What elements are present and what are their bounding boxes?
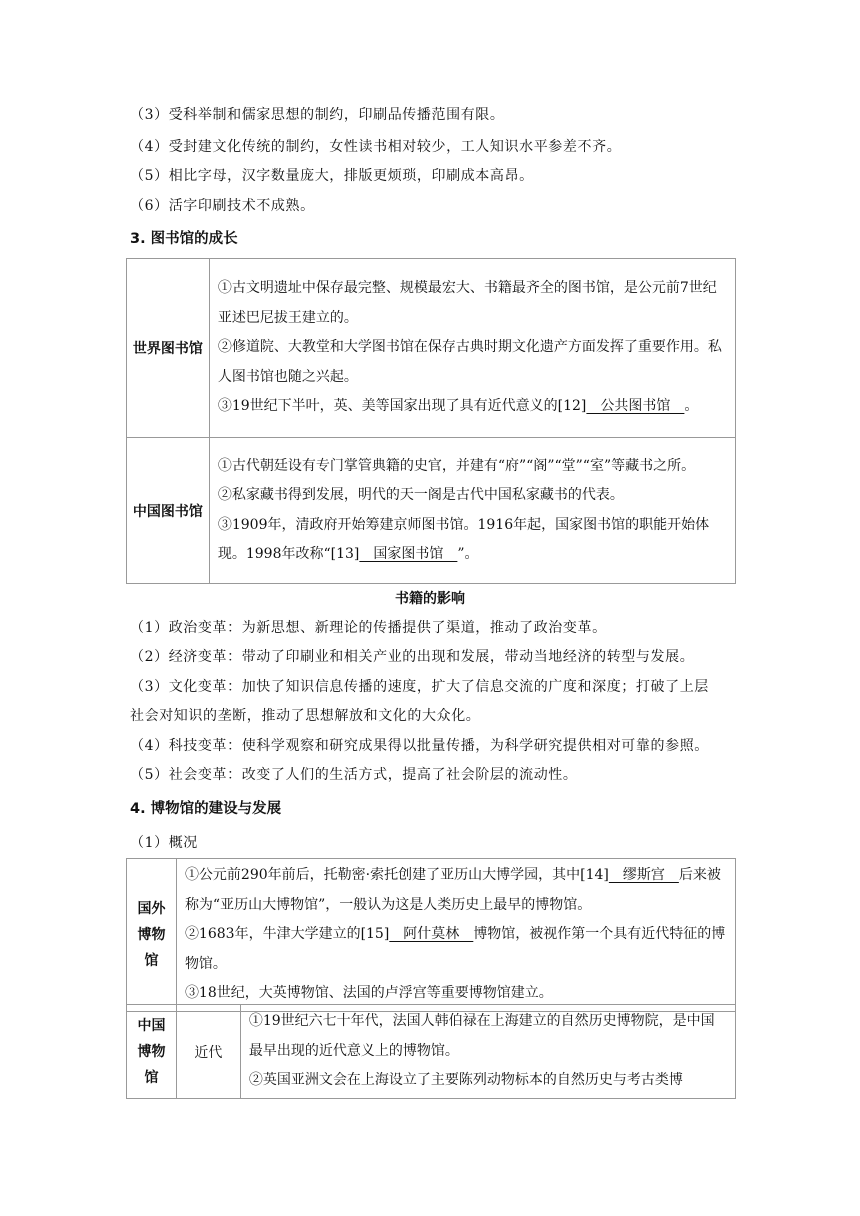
text: ③1909年，清政府开始筹建京师图书馆。1916年起，国家图书馆的职能开始体现。1998年改称“[13] — [217, 516, 710, 562]
paragraph — [218, 511, 727, 570]
fill-blank-answer: 阿什莫林 — [389, 926, 474, 942]
list-item: （5）社会变革：改变了人们的生活方式，提高了社会阶层的流动性。 — [130, 767, 578, 783]
text: ②1683年，牛津大学建立的[15] — [184, 926, 390, 942]
text: ③19世纪下半叶，英、美等国家出现了具有近代意义的[12] — [217, 398, 587, 415]
list-item: （2）经济变革：带动了印刷业和相关产业的出现和发展，带动当地经济的转型与发展。 — [130, 649, 695, 665]
fill-blank-answer: 公共图书馆 — [586, 398, 685, 415]
section-heading: 3. 图书馆的成长 — [130, 231, 238, 247]
row-content — [240, 1005, 735, 1099]
table-row — [127, 259, 736, 438]
paragraph: ①古文明遗址中保存最完整、规模最宏大、书籍最齐全的图书馆，是公元前7世纪亚述巴尼拔王建立的。 — [217, 280, 717, 326]
list-item: （3）受科举制和儒家思想的制约，印刷品传播范围有限。 — [130, 107, 505, 123]
table-row — [127, 438, 736, 584]
table-row — [127, 859, 736, 1012]
paragraph — [185, 861, 727, 920]
paragraph: ②私家藏书得到发展，明代的天一阁是古代中国私家藏书的代表。 — [217, 487, 624, 503]
list-item: 社会对知识的垄断，推动了思想解放和文化的大众化。 — [130, 708, 481, 724]
list-item: （5）相比字母，汉字数量庞大，排版更烦琐，印刷成本高昂。 — [130, 168, 534, 184]
fill-blank-answer: 国家图书馆 — [359, 546, 458, 562]
table-row — [127, 1005, 736, 1099]
section-heading: 4. 博物馆的建设与发展 — [130, 801, 282, 817]
paragraph — [218, 392, 727, 422]
sub-heading: （1）概况 — [130, 835, 198, 851]
row-content — [209, 438, 735, 584]
museum-foreign-table — [126, 858, 736, 1012]
paragraph: ③18世纪，大英博物馆、法国的卢浮宫等重要博物馆建立。 — [184, 985, 553, 1001]
museum-china-table — [126, 1004, 736, 1099]
period-label: 近代 — [176, 1005, 240, 1099]
paragraph: ②英国亚洲文会在上海设立了主要陈列动物标本的自然历史与考古类博 — [248, 1072, 683, 1089]
paragraph: ①19世纪六七十年代，法国人韩伯禄在上海建立的自然历史博物院，是中国最早出现的近代意义上的博物馆。 — [248, 1013, 715, 1059]
row-label: 世界图书馆 — [127, 259, 210, 438]
text: 后来被称为“亚历山大博物馆”，一般认为这是人类历史上最早的博物馆。 — [184, 867, 721, 913]
paragraph — [185, 920, 727, 979]
text: ”。 — [457, 546, 479, 562]
library-table — [126, 258, 736, 584]
list-item: （1）政治变革：为新思想、新理论的传播提供了渠道，推动了政治变革。 — [130, 620, 607, 636]
subheading: 书籍的影响 — [395, 591, 465, 607]
text: ①公元前290年前后，托勒密·索托创建了亚历山大博学园，其中[14] — [184, 867, 609, 883]
list-item: （3）文化变革：加快了知识信息传播的速度，扩大了信息交流的广度和深度；打破了上层 — [130, 679, 709, 695]
paragraph: ①古代朝廷设有专门掌管典籍的史官，并建有“府”“阁”“堂”“室”等藏书之所。 — [217, 457, 696, 474]
row-label: 中国博物馆 — [127, 1005, 177, 1099]
text: 博物馆，被视作第一个具有近代特征的博物馆。 — [184, 926, 726, 972]
text: 。 — [684, 398, 699, 415]
list-item: （6）活字印刷技术不成熟。 — [130, 198, 315, 214]
row-content — [176, 859, 735, 1012]
row-label: 中国图书馆 — [127, 438, 210, 584]
paragraph: ②修道院、大教堂和大学图书馆在保存古典时期文化遗产方面发挥了重要作用。私人图书馆也随之兴起。 — [217, 339, 722, 385]
row-content — [209, 259, 735, 438]
list-item: （4）科技变革：使科学观察和研究成果得以批量传播，为科学研究提供相对可靠的参照。 — [130, 738, 709, 754]
fill-blank-answer: 缪斯宫 — [608, 867, 679, 883]
list-item: （4）受封建文化传统的制约，女性读书相对较少，工人知识水平参差不齐。 — [130, 139, 622, 155]
row-label: 国外博物馆 — [127, 859, 177, 1012]
